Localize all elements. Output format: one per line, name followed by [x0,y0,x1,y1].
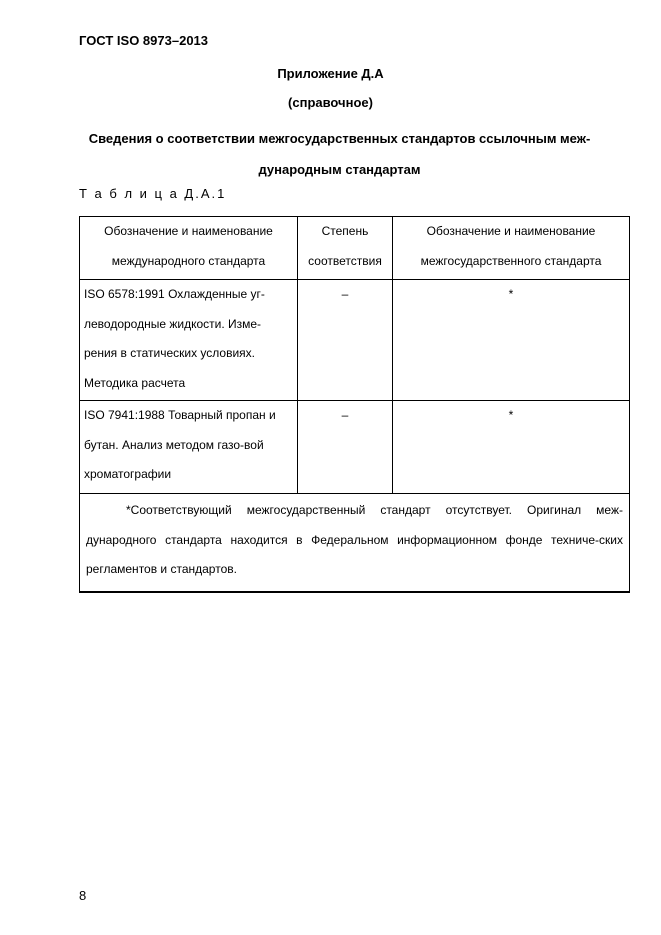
cell-international-standard: ISO 7941:1988 Товарный пропан и бутан. Анализ методом газо-вой хроматографии [80,401,298,494]
table-footnote: *Соответствующий межгосударственный стандарт отсутствует. Оригинал меж-дународного стандарта находится в Федеральном информационном фонде техниче-ских регламентов и стандартов. [80,494,630,592]
cell-degree: – [298,401,393,494]
table-footnote-row [80,494,630,592]
appendix-title: Приложение Д.А [277,66,384,81]
cell-interstate-standard: * [393,401,630,494]
table-row [80,401,630,494]
table-caption: Т а б л и ц а Д.А.1 [79,186,227,201]
standards-table [79,216,630,593]
column-header-international: Обозначение и наименование международного стандарта [80,217,298,280]
column-header-degree: Степень соответствия [298,217,393,280]
column-header-interstate: Обозначение и наименование межгосударственного стандарта [393,217,630,280]
table-header-row [80,217,630,280]
appendix-heading: Сведения о соответствии межгосударственных стандартов ссылочным меж-дународным стандартам [88,131,591,177]
appendix-subtitle: (справочное) [288,95,373,110]
document-code: ГОСТ ISO 8973–2013 [79,33,209,48]
table-row [80,280,630,401]
cell-degree: – [298,280,393,401]
cell-international-standard: ISO 6578:1991 Охлажденные уг-леводородные жидкости. Изме-рения в статических условиях. Методика расчета [80,280,298,401]
page-number: 8 [79,888,87,903]
cell-interstate-standard: * [393,280,630,401]
